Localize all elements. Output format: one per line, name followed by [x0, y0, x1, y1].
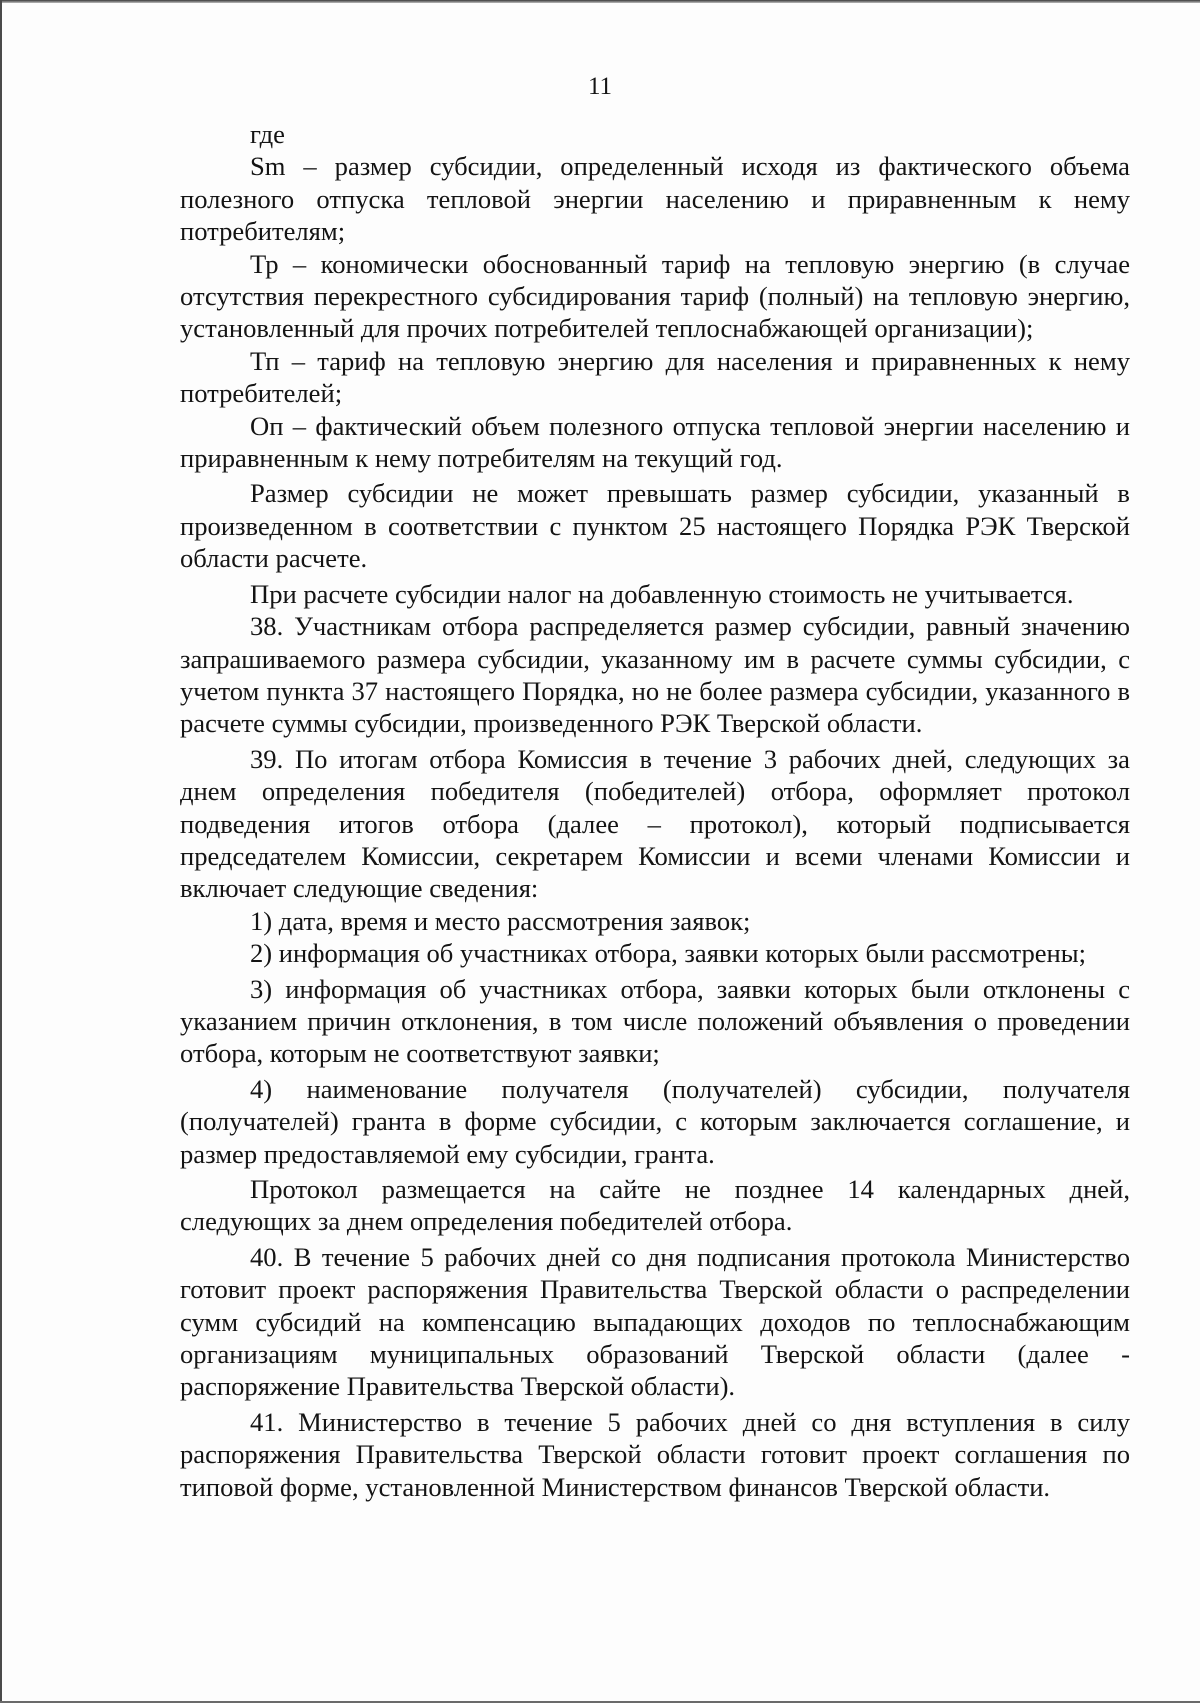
scan-edge-top [0, 0, 1200, 3]
paragraph-where: где [250, 119, 285, 149]
paragraph-item-39-3: 3) информация об участниках отбора, заявки которых были отклонены с указанием причин отклонения, в том числе положений объявления о проведении отбора, которым не соответствуют заявки; [180, 973, 1130, 1069]
paragraph-item-39-2: 2) информация об участниках отбора, заявки которых были рассмотрены; [250, 938, 1087, 969]
paragraph-tr-definition: Тр – кономически обоснованный тариф на тепловую энергию (в случае отсутствия перекрестного субсидирования тариф (полный) на тепловую энергию, установленный для прочих потребителей теплоснабжающей организации); [180, 248, 1130, 344]
paragraph-item-39-4: 4) наименование получателя (получателей) субсидии, получателя (получателей) гранта в форме субсидии, с которым заключается соглашение, и размер предоставляемой ему субсидии, гранта. [180, 1073, 1130, 1169]
paragraph-subsidy-limit: Размер субсидии не может превышать размер субсидии, указанный в произведенном в соответствии с пунктом 25 настоящего Порядка РЭК Тверской области расчете. [180, 478, 1130, 574]
paragraph-protocol-publication: Протокол размещается на сайте не позднее 14 календарных дней, следующих за днем определения победителей отбора. [180, 1174, 1130, 1237]
document-body [180, 118, 1130, 1503]
paragraph-sm-definition: Sm – размер субсидии, определенный исходя из фактического объема полезного отпуска тепловой энергии населению и приравненным к нему потребителям; [180, 151, 1130, 247]
paragraph-item-38: 38. Участникам отбора распределяется размер субсидии, равный значению запрашиваемого размера субсидии, указанному им в расчете суммы субсидии, с учетом пункта 37 настоящего Порядка, но не более размера субсидии, указанного в расчете суммы субсидии, произведенного РЭК Тверской области. [180, 611, 1130, 739]
scan-edge-left [0, 0, 2, 1703]
paragraph-item-41: 41. Министерство в течение 5 рабочих дней со дня вступления в силу распоряжения Правительства Тверской области готовит проект соглашения по типовой форме, установленной Министерством финансов Тверской области. [180, 1406, 1130, 1502]
paragraph-item-40: 40. В течение 5 рабочих дней со дня подписания протокола Министерство готовит проект распоряжения Правительства Тверской области о распределении сумм субсидий на компенсацию выпадающих доходов по теплоснабжающим организациям муниципальных образований Тверской области (далее - распоряжение Правительства Тверской области). [180, 1241, 1130, 1402]
paragraph-tp-definition: Тп – тариф на тепловую энергию для населения и приравненных к нему потребителей; [180, 345, 1130, 409]
page-number: 11 [587, 73, 613, 100]
paragraph-op-definition: Оп – фактический объем полезного отпуска тепловой энергии населению и приравненным к нему потребителям на текущий год. [180, 410, 1130, 474]
paragraph-item-39-1: 1) дата, время и место рассмотрения заявок; [250, 905, 751, 936]
paragraph-vat-note: При расчете субсидии налог на добавленную стоимость не учитывается. [250, 578, 1074, 609]
paragraph-item-39: 39. По итогам отбора Комиссия в течение 3 рабочих дней, следующих за днем определения победителя (победителей) отбора, оформляет протокол подведения итогов отбора (далее – протокол), который подписывается председателем Комиссии, секретарем Комиссии и всеми членами Комиссии и включает следующие сведения: [180, 743, 1130, 904]
